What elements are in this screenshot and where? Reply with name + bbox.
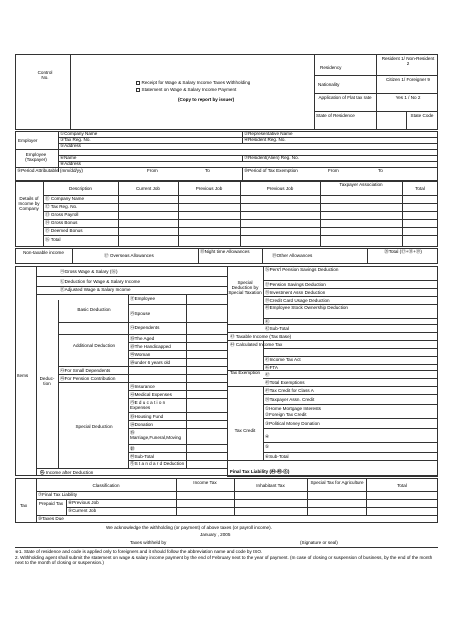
employer-label: Employer [18, 138, 38, 143]
details-row-label: Details of Income by Company [18, 196, 40, 212]
tax-current-job: ⑨Current Job [68, 508, 97, 513]
signature-label: (Signature or seal) [300, 540, 338, 545]
tax-col-special-agri: Special Tax for Agriculture [310, 480, 364, 485]
ded-spouse: ㉮Spouse [130, 311, 151, 316]
receipt-checkbox[interactable] [136, 81, 140, 85]
income-tax-act: ㊺Income Tax Act [265, 357, 301, 362]
flat-tax-label: Application of Flat tax rate [318, 95, 372, 100]
nontax-label: Non-taxable income [23, 250, 64, 255]
right-blank-1: ㊶ [265, 319, 270, 324]
employee-label: Employee (Taxpayer) [25, 152, 47, 163]
nontax-overseas: ⑰ Overseas Allowances [104, 253, 154, 258]
details-row-bonus: ⑭ Gross Bonus [45, 220, 78, 225]
political-donation: ③Political Money Donation [265, 421, 320, 426]
adjusted-wage: ㉬Adjusted Wage & Salary Income [60, 287, 131, 292]
nationality-label: Nationality [318, 82, 340, 87]
tax-exemption-label: Tax Exemption [229, 370, 261, 375]
foreign-tax-credit: ②Foreign Tax Credit [265, 412, 307, 417]
tax-col-classification: Classification [92, 483, 120, 488]
investment-assn: ㊳Investment Assn Deduction [265, 290, 326, 295]
deduction-wage: ㉫Deduction for Wage & Salary Income [60, 279, 141, 284]
details-row-taxreg: ⑫ Tax Reg. No. [45, 204, 78, 209]
pers-pension: ㊱Pers'l Pension Savings Deduction [265, 267, 339, 272]
taxpayer-assn-credit: ㊿Taxpayer Assn. Credit [265, 397, 315, 402]
footer-date: January , 2005 [200, 532, 231, 537]
special-taxation-label: Special Deduction by Special Taxation [228, 280, 262, 296]
employee-address: ⑧Address [60, 161, 81, 166]
details-row-total: ⑯ Total [45, 237, 61, 242]
period-from-1: From [147, 168, 158, 173]
employer-resident-reg: ④Resident Reg. No. [244, 137, 286, 142]
basic-deduction-label: Basic Deduction [77, 307, 111, 312]
col-total: Total [415, 186, 425, 191]
fta: ㊻FTA [265, 365, 278, 370]
details-row-company: ⑪ Company Name [45, 196, 85, 201]
ded-subtotal: ㉽Sub-Total [130, 454, 154, 459]
note-2: 2. Withholding agent shall submit the statement on wage & salary income payment by the end of February next to the year of payment. (In case of closing or suspension of business, by the end of the month next to the month of closing or suspension.) [15, 555, 433, 566]
ded-education: ㉸E d u c a t i o n Expenses [130, 400, 166, 411]
receipt-label: Receipt for Wage & Salary Income Taxes Withholding [141, 80, 251, 85]
ded-small-dependents: ㉴For Small Dependents [60, 368, 111, 373]
tax-col-income: Income Tax [193, 480, 217, 485]
ded-handicapped: ㉱The Handicapped [130, 344, 171, 349]
period-to-2: To [378, 168, 383, 173]
employee-resident-reg: ⑦Resident(Alien) Reg. No. [244, 155, 299, 160]
statement-checkbox-row[interactable] [136, 87, 236, 92]
period-to-1: To [205, 168, 210, 173]
items-label: Items [17, 373, 29, 378]
details-row-payroll: ⑬ Gross Payroll [45, 212, 79, 217]
ded-dependents: ㉯Dependents [130, 325, 160, 330]
ded-aged: ㉰The Aged [130, 336, 155, 341]
employee-name: ⑥Name [60, 155, 77, 160]
nontax-night: ⑱Night time Allowances [200, 249, 250, 254]
ded-woman: ㉲Woman [130, 352, 151, 357]
pension-savings: ㊲Pension Savings Deduction [265, 282, 326, 287]
control-no-label: Control No. [37, 70, 53, 81]
ded-employee: ㉭Employee [130, 296, 156, 301]
ded-housing: ㉹Housing Fund [130, 414, 164, 419]
col-current-job: Current Job [135, 186, 160, 191]
statement-checkbox[interactable] [136, 88, 140, 92]
nontax-total: ⑳Total (⑰+⑱+⑲) [384, 249, 422, 254]
right-blank-2: ㊼ [265, 372, 270, 377]
income-after-deduction: ㉿ Income after Deduction [40, 470, 94, 475]
col-description: Description [69, 186, 92, 191]
ded-donation: ㉺Donation [130, 422, 153, 427]
taxable-income: ㊸ Taxable Income (Tax Base) [230, 334, 292, 339]
tax-label: Tax [20, 503, 28, 508]
home-mortgage: ①Home Mortgage Interests [265, 406, 321, 411]
employer-address: ⑤Address [60, 143, 81, 148]
residency-label: Residency [320, 65, 342, 70]
right-blank-3: ④ [265, 434, 270, 439]
tax-prepaid: Prepaid Tax [38, 501, 64, 506]
flat-tax-value: Yes 1 / No 2 [395, 95, 421, 100]
tax-taxes-due: ⑩Taxes Due [38, 516, 64, 521]
ded-under6: ㉳under 6 years old [130, 360, 171, 365]
ded-pension: ㉵For Pension Contribution [60, 376, 116, 381]
tax-final-liability: ⑦Final Tax Liability [38, 492, 78, 497]
tax-previous-job: ⑧Previous Job [68, 500, 99, 505]
right-subtotal-2: ⑥Sub-Total [265, 454, 289, 459]
acknowledge-text: We acknowledge the withholding (or payment) of above taxes (or payroll income). [106, 525, 272, 530]
employer-tax-reg: ③Tax Reg. No. [60, 137, 91, 142]
right-subtotal-1: ㊷Sub-Total [265, 326, 289, 331]
period-tax-exemption: ⑩Period of Tax Exemption [244, 168, 298, 173]
tax-credit-label: Tax Credit [234, 428, 256, 433]
employee-stock: ㊵Employee Stock Ownership Deduction [265, 305, 348, 310]
taxes-withheld-by: Taxes withheld by [130, 540, 167, 545]
period-from-2: From [328, 168, 339, 173]
state-code-label: State Code [410, 113, 434, 118]
copy-note: (Copy to report by issuer) [178, 97, 235, 102]
deduction-label: Deduc- tion [39, 376, 55, 387]
col-previous-job-1: Previous Job [195, 186, 223, 191]
col-taxpayer-association: Taxpayer Association [339, 182, 383, 187]
ded-medical: ㉷Medical Expenses [130, 392, 172, 397]
ded-marriage: ㉻Marriage,Funeral,Moving [130, 430, 182, 441]
credit-card: ㊴Credit Card Usage Deduction [265, 298, 330, 303]
period-attributable: ⑨Period Attributable (mm/dd/yy) [17, 168, 83, 173]
ded-insurance: ㉶Insurance [130, 384, 155, 389]
credit-class-a: ㊾Tax Credit for Class A [265, 388, 314, 393]
nationality-value: Citizen 1/ Foreigner 9 [386, 77, 430, 82]
calculated-tax: ㊹ Calculated Income Tax [230, 342, 283, 347]
special-deduction-label: Special Deduction [75, 424, 113, 429]
total-exemptions: ㊽Total Exemptions [265, 380, 305, 385]
receipt-checkbox-row[interactable] [136, 80, 250, 85]
statement-label: Statement on Wage & Salary Income Payment [141, 87, 237, 92]
right-blank-4: ⑤ [265, 444, 270, 449]
col-previous-job-2: Previous Job [266, 186, 294, 191]
employer-rep-name: ②Representative Name [244, 131, 293, 136]
note-1: ※1. State of residence and code is applied only to foreigners and it should follow the abbreviation name and code by ISO. [15, 549, 263, 554]
state-residence-label: State of Residence [316, 113, 355, 118]
employer-company-name: ①Company Name [60, 131, 98, 136]
residency-value: Resident 1/ Non-Resident 2 [381, 56, 435, 67]
ded-blank: ㉼ [130, 446, 135, 451]
gross-wage: ㉪Gross Wage & Salary (⑯) [60, 269, 118, 274]
ded-standard: ㉾S t a n d a r d Deduction [130, 461, 185, 466]
nontax-other: ⑲Other Allowances [272, 253, 313, 258]
final-tax-liability-calc: Final Tax Liability (㊹-㊽-⑥) [230, 469, 290, 474]
tax-col-total: Total [397, 483, 407, 488]
tax-col-inhabitant: Inhabitant Tax [256, 483, 285, 488]
additional-deduction-label: Additional Deduction [72, 343, 116, 348]
details-row-deemed: ⑮ Deemed Bonus [45, 228, 83, 233]
